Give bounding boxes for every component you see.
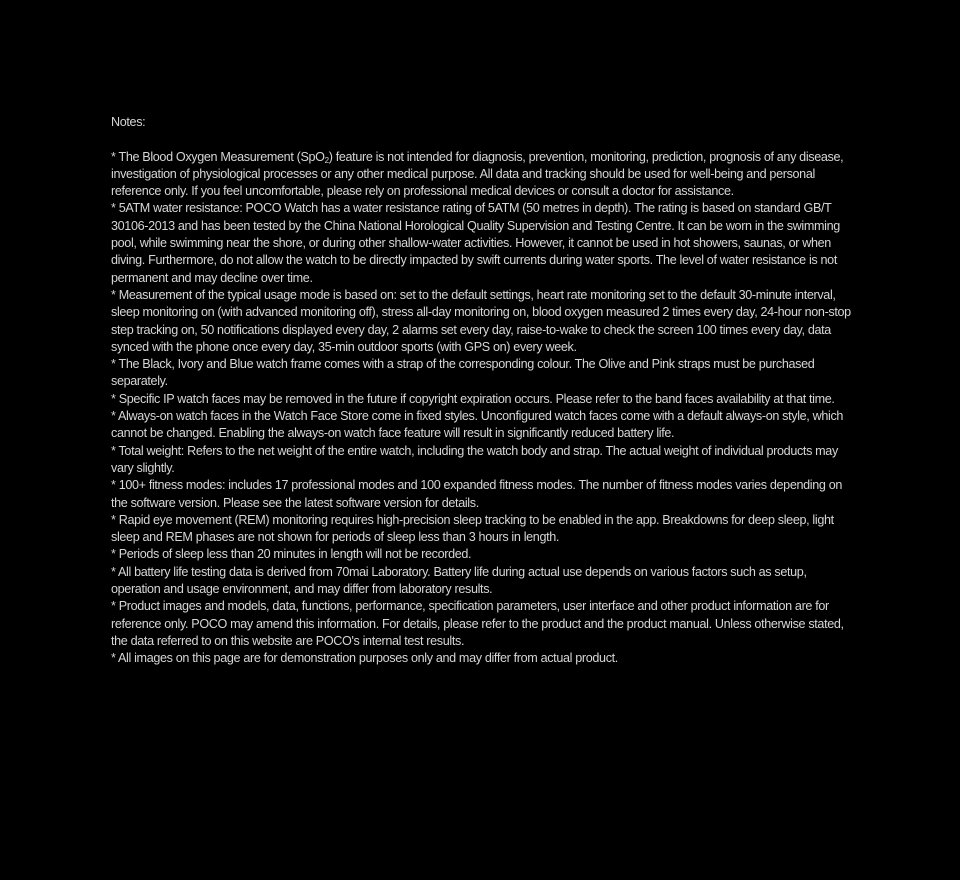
note-spo2-text-start: * The Blood Oxygen Measurement (SpO (111, 149, 325, 164)
note-typical-usage: * Measurement of the typical usage mode is based on: set to the default settings, heart rate monitoring set to the default 30-minute interval, sleep monitoring on (with advanced monitoring off), stress all-day monitoring on, blood oxygen measured 2 times every day, 24-hour non-stop step tracking on, 50 notifications displayed every day, 2 alarms set every day, raise-to-wake to check the screen 100 times every day, data synced with the phone once every day, 35-min outdoor sports (with GPS on) every week. (111, 287, 851, 354)
note-ip-watch-faces: * Specific IP watch faces may be removed in the future if copyright expiration occurs. Please refer to the band faces availability at that time. (111, 391, 835, 406)
note-rem-monitoring: * Rapid eye movement (REM) monitoring requires high-precision sleep tracking to be enabled in the app. Breakdowns for deep sleep, light sleep and REM phases are not shown for periods of sleep less than 3 hours in length. (111, 512, 834, 545)
note-watch-frame-straps: * The Black, Ivory and Blue watch frame comes with a strap of the corresponding colour. The Olive and Pink straps must be purchased separately. (111, 357, 815, 389)
note-spo2-subscript: 2 (324, 155, 329, 165)
note-spo2 (111, 149, 851, 201)
notes-heading: Notes: (111, 115, 146, 129)
note-always-on-faces: * Always-on watch faces in the Watch Face Store come in fixed styles. Unconfigured watch faces come with a default always-on style, which cannot be changed. Enabling the always-on watch face feature will result in significantly reduced battery life. (111, 409, 844, 441)
notes-section (111, 114, 851, 668)
note-images-demo: * All images on this page are for demonstration purposes only and may differ from actual product. (111, 651, 618, 666)
note-fitness-modes: * 100+ fitness modes: includes 17 professional modes and 100 expanded fitness modes. The number of fitness modes varies depending on the software version. Please see the latest software version for details. (111, 478, 843, 510)
note-sleep-periods: * Periods of sleep less than 20 minutes in length will not be recorded. (111, 547, 472, 562)
note-spo2-text-end: ) feature is not intended for diagnosis, prevention, monitoring, prediction, prognosis of any disease, investigation of physiological processes or any other medical purpose. All data and tracking should be used for well-being and personal reference only. If you feel uncomfortable, please rely on professional medical devices or consult a doctor for assistance. (111, 149, 844, 199)
note-total-weight: * Total weight: Refers to the net weight of the entire watch, including the watch body and strap. The actual weight of individual products may vary slightly. (111, 443, 838, 475)
note-battery-testing: * All battery life testing data is derived from 70mai Laboratory. Battery life during actual use depends on various factors such as setup, operation and usage environment, and may differ from laboratory results. (111, 564, 807, 597)
note-product-info: * Product images and models, data, functions, performance, specification parameters, user interface and other product information are for reference only. POCO may amend this information. For details, please refer to the product and the product manual. Unless otherwise stated, the data referred to on this website are POCO's internal test results. (111, 599, 844, 648)
note-water-resistance: * 5ATM water resistance: POCO Watch has a water resistance rating of 5ATM (50 metres in depth). The rating is based on standard GB/T 30106-2013 and has been tested by the China National Horological Quality Supervision and Testing Centre. It can be worn in the swimming pool, while swimming near the shore, or during other shallow-water activities. However, it cannot be used in hot showers, saunas, or when diving. Furthermore, do not allow the watch to be directly impacted by swift currents during water sports. The level of water resistance is not permanent and may decline over time. (111, 201, 840, 285)
